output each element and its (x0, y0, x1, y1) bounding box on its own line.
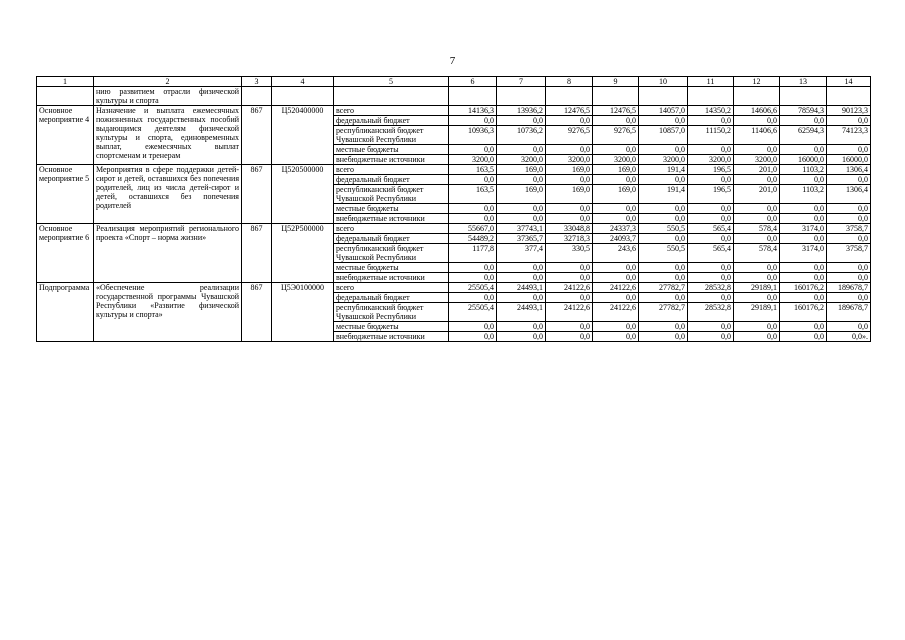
funding-source: всего (334, 165, 449, 175)
value-cell: 0,0 (497, 273, 546, 283)
value-cell: 0,0 (827, 263, 871, 273)
value-cell: 0,0 (827, 234, 871, 244)
funding-source: местные бюджеты (334, 322, 449, 332)
value-cell: 28532,8 (688, 283, 734, 293)
value-cell: 0,0 (734, 145, 780, 155)
funding-source: внебюджетные источники (334, 214, 449, 224)
value-cell: 10857,0 (639, 126, 688, 145)
header-col-3: 3 (242, 77, 272, 87)
value-cell: 0,0 (639, 204, 688, 214)
value-cell: 550,5 (639, 224, 688, 234)
value-cell: 1177,8 (449, 244, 497, 263)
header-col-14: 14 (827, 77, 871, 87)
value-cell: 169,0 (546, 165, 593, 175)
value-cell: 0,0 (546, 263, 593, 273)
value-cell: 0,0 (593, 116, 639, 126)
value-cell: 3200,0 (449, 155, 497, 165)
value-cell: 0,0 (497, 145, 546, 155)
value-cell: 0,0 (449, 322, 497, 332)
funding-source: местные бюджеты (334, 204, 449, 214)
value-cell: 32718,3 (546, 234, 593, 244)
value-cell: 14136,3 (449, 106, 497, 116)
funding-row (37, 224, 871, 234)
continuation-row (37, 87, 871, 106)
value-cell: 0,0 (639, 273, 688, 283)
value-cell: 0,0 (546, 332, 593, 342)
value-cell: 3200,0 (639, 155, 688, 165)
value-cell: 0,0 (688, 234, 734, 244)
funding-source: федеральный бюджет (334, 116, 449, 126)
value-cell: 24337,3 (593, 224, 639, 234)
value-cell: 163,5 (449, 185, 497, 204)
value-cell: 0,0 (827, 293, 871, 303)
value-cell: 243,6 (593, 244, 639, 263)
value-cell: 37743,1 (497, 224, 546, 234)
value-cell: 0,0 (497, 293, 546, 303)
header-col-6: 6 (449, 77, 497, 87)
funding-row (37, 106, 871, 116)
value-cell: 9276,5 (546, 126, 593, 145)
value-cell: 0,0 (639, 175, 688, 185)
value-cell: 16000,0 (780, 155, 827, 165)
value-cell: 0,0 (827, 204, 871, 214)
value-cell: 0,0 (780, 263, 827, 273)
value-cell: 0,0 (497, 332, 546, 342)
value-cell: 25505,4 (449, 283, 497, 293)
value-cell: 0,0». (827, 332, 871, 342)
value-cell: 13936,2 (497, 106, 546, 116)
value-cell: 0,0 (780, 214, 827, 224)
header-col-2: 2 (94, 77, 242, 87)
value-cell: 0,0 (639, 234, 688, 244)
block-type: Основное мероприятие 4 (37, 106, 94, 165)
value-cell: 1306,4 (827, 185, 871, 204)
block-code: Ц520400000 (272, 106, 334, 165)
value-cell: 11406,6 (734, 126, 780, 145)
value-cell: 330,5 (546, 244, 593, 263)
value-cell: 0,0 (780, 175, 827, 185)
value-cell: 3174,0 (780, 224, 827, 234)
value-cell: 29189,1 (734, 303, 780, 322)
value-cell: 0,0 (593, 332, 639, 342)
value-cell: 160176,2 (780, 303, 827, 322)
value-cell: 0,0 (639, 322, 688, 332)
value-cell: 12476,5 (546, 106, 593, 116)
value-cell: 565,4 (688, 244, 734, 263)
value-cell: 0,0 (593, 322, 639, 332)
value-cell: 0,0 (780, 145, 827, 155)
value-cell: 201,0 (734, 165, 780, 175)
value-cell: 27782,7 (639, 283, 688, 293)
value-cell: 0,0 (593, 214, 639, 224)
value-cell: 0,0 (688, 332, 734, 342)
value-cell: 0,0 (639, 145, 688, 155)
value-cell: 90123,3 (827, 106, 871, 116)
value-cell: 578,4 (734, 224, 780, 234)
value-cell: 1306,4 (827, 165, 871, 175)
value-cell: 0,0 (449, 263, 497, 273)
block-name: Мероприятия в сфере поддержки детей-сирот и детей, оставшихся без попечения родителей, лиц из числа детей-сирот и детей, оставшихся без попечения родителей (94, 165, 242, 224)
funding-source: внебюджетные источники (334, 273, 449, 283)
value-cell: 9276,5 (593, 126, 639, 145)
value-cell: 0,0 (734, 322, 780, 332)
value-cell: 160176,2 (780, 283, 827, 293)
value-cell: 27782,7 (639, 303, 688, 322)
value-cell: 0,0 (593, 145, 639, 155)
header-col-13: 13 (780, 77, 827, 87)
value-cell: 0,0 (497, 214, 546, 224)
value-cell: 0,0 (449, 273, 497, 283)
value-cell: 0,0 (593, 273, 639, 283)
block-type: Основное мероприятие 6 (37, 224, 94, 283)
header-col-7: 7 (497, 77, 546, 87)
value-cell: 0,0 (688, 175, 734, 185)
value-cell: 0,0 (497, 175, 546, 185)
value-cell: 0,0 (780, 204, 827, 214)
funding-source: федеральный бюджет (334, 234, 449, 244)
value-cell: 0,0 (639, 214, 688, 224)
value-cell: 189678,7 (827, 283, 871, 293)
value-cell: 377,4 (497, 244, 546, 263)
value-cell: 37365,7 (497, 234, 546, 244)
value-cell: 0,0 (734, 175, 780, 185)
value-cell: 0,0 (734, 214, 780, 224)
value-cell: 0,0 (780, 322, 827, 332)
value-cell: 33048,8 (546, 224, 593, 234)
value-cell: 25505,4 (449, 303, 497, 322)
funding-source: всего (334, 283, 449, 293)
value-cell: 24122,6 (546, 283, 593, 293)
block-grbs: 867 (242, 224, 272, 283)
block-name: Реализация мероприятий регионального проекта «Спорт – норма жизни» (94, 224, 242, 283)
value-cell: 0,0 (546, 214, 593, 224)
value-cell: 10936,3 (449, 126, 497, 145)
value-cell: 201,0 (734, 185, 780, 204)
value-cell: 0,0 (497, 263, 546, 273)
funding-source: республиканский бюджет Чувашской Республики (334, 244, 449, 263)
value-cell: 28532,8 (688, 303, 734, 322)
value-cell: 191,4 (639, 165, 688, 175)
value-cell: 0,0 (497, 204, 546, 214)
value-cell: 11150,2 (688, 126, 734, 145)
value-cell: 74123,3 (827, 126, 871, 145)
value-cell: 0,0 (593, 293, 639, 303)
cont-col1 (37, 87, 94, 106)
value-cell: 54489,2 (449, 234, 497, 244)
value-cell: 62594,3 (780, 126, 827, 145)
value-cell: 196,5 (688, 185, 734, 204)
value-cell: 3200,0 (497, 155, 546, 165)
value-cell: 0,0 (688, 204, 734, 214)
funding-source: всего (334, 106, 449, 116)
value-cell: 0,0 (546, 293, 593, 303)
value-cell: 0,0 (546, 175, 593, 185)
value-cell: 14606,6 (734, 106, 780, 116)
block-type: Подпрограмма (37, 283, 94, 342)
funding-source: республиканский бюджет Чувашской Республики (334, 303, 449, 322)
value-cell: 29189,1 (734, 283, 780, 293)
value-cell: 0,0 (734, 263, 780, 273)
value-cell: 0,0 (780, 273, 827, 283)
block-name: Назначение и выплата ежемесячных пожизненных государственных пособий выдающимся деятелям физической культуры и спорта, единовременных выплат, ежемесячных выплат спортсменам и тренерам (94, 106, 242, 165)
value-cell: 0,0 (639, 116, 688, 126)
header-col-4: 4 (272, 77, 334, 87)
funding-row (37, 283, 871, 293)
value-cell: 0,0 (593, 263, 639, 273)
value-cell: 0,0 (593, 175, 639, 185)
value-cell: 24093,7 (593, 234, 639, 244)
value-cell: 16000,0 (827, 155, 871, 165)
value-cell: 0,0 (639, 332, 688, 342)
value-cell: 3758,7 (827, 224, 871, 234)
value-cell: 0,0 (449, 293, 497, 303)
header-row (37, 77, 871, 87)
value-cell: 0,0 (449, 145, 497, 155)
value-cell: 14057,0 (639, 106, 688, 116)
value-cell: 565,4 (688, 224, 734, 234)
funding-source: республиканский бюджет Чувашской Республики (334, 126, 449, 145)
value-cell: 0,0 (688, 263, 734, 273)
value-cell: 191,4 (639, 185, 688, 204)
value-cell: 0,0 (780, 332, 827, 342)
header-col-12: 12 (734, 77, 780, 87)
header-col-11: 11 (688, 77, 734, 87)
value-cell: 189678,7 (827, 303, 871, 322)
value-cell: 169,0 (593, 185, 639, 204)
block-code: Ц52P500000 (272, 224, 334, 283)
funding-source: федеральный бюджет (334, 293, 449, 303)
funding-source: местные бюджеты (334, 145, 449, 155)
value-cell: 0,0 (546, 145, 593, 155)
block-name: «Обеспечение реализации государственной программы Чувашской Республики «Развитие физической культуры и спорта» (94, 283, 242, 342)
value-cell: 0,0 (827, 273, 871, 283)
funding-source: местные бюджеты (334, 263, 449, 273)
value-cell: 0,0 (497, 116, 546, 126)
value-cell: 163,5 (449, 165, 497, 175)
value-cell: 3174,0 (780, 244, 827, 263)
value-cell: 550,5 (639, 244, 688, 263)
header-col-8: 8 (546, 77, 593, 87)
value-cell: 169,0 (497, 165, 546, 175)
value-cell: 0,0 (546, 204, 593, 214)
funding-row (37, 165, 871, 175)
value-cell: 578,4 (734, 244, 780, 263)
funding-source: внебюджетные источники (334, 332, 449, 342)
value-cell: 196,5 (688, 165, 734, 175)
block-grbs: 867 (242, 165, 272, 224)
value-cell: 24122,6 (593, 283, 639, 293)
page-number: 7 (449, 55, 456, 67)
value-cell: 3200,0 (734, 155, 780, 165)
block-code: Ц520500000 (272, 165, 334, 224)
value-cell: 3200,0 (593, 155, 639, 165)
value-cell: 24493,1 (497, 283, 546, 293)
value-cell: 3200,0 (546, 155, 593, 165)
value-cell: 0,0 (639, 293, 688, 303)
value-cell: 0,0 (780, 234, 827, 244)
value-cell: 0,0 (780, 116, 827, 126)
funding-source: всего (334, 224, 449, 234)
value-cell: 0,0 (734, 332, 780, 342)
funding-source: республиканский бюджет Чувашской Республики (334, 185, 449, 204)
block-type: Основное мероприятие 5 (37, 165, 94, 224)
header-col-5: 5 (334, 77, 449, 87)
value-cell: 3200,0 (688, 155, 734, 165)
continuation-text: нию развитием отрасли физической культуры и спорта (94, 87, 242, 106)
header-col-1: 1 (37, 77, 94, 87)
value-cell: 24122,6 (546, 303, 593, 322)
value-cell: 0,0 (734, 293, 780, 303)
value-cell: 0,0 (688, 116, 734, 126)
value-cell: 0,0 (546, 273, 593, 283)
budget-table (36, 76, 871, 342)
value-cell: 0,0 (449, 116, 497, 126)
value-cell: 169,0 (546, 185, 593, 204)
value-cell: 0,0 (780, 293, 827, 303)
value-cell: 0,0 (497, 322, 546, 332)
block-grbs: 867 (242, 106, 272, 165)
value-cell: 0,0 (734, 273, 780, 283)
value-cell: 0,0 (827, 322, 871, 332)
value-cell: 0,0 (688, 273, 734, 283)
value-cell: 0,0 (734, 234, 780, 244)
value-cell: 55667,0 (449, 224, 497, 234)
value-cell: 0,0 (734, 116, 780, 126)
value-cell: 24493,1 (497, 303, 546, 322)
block-code: Ц5Э0100000 (272, 283, 334, 342)
value-cell: 0,0 (734, 204, 780, 214)
value-cell: 0,0 (546, 322, 593, 332)
value-cell: 3758,7 (827, 244, 871, 263)
value-cell: 0,0 (827, 145, 871, 155)
value-cell: 12476,5 (593, 106, 639, 116)
value-cell: 0,0 (827, 214, 871, 224)
value-cell: 24122,6 (593, 303, 639, 322)
value-cell: 0,0 (449, 204, 497, 214)
value-cell: 169,0 (497, 185, 546, 204)
value-cell: 0,0 (639, 263, 688, 273)
value-cell: 0,0 (449, 332, 497, 342)
value-cell: 0,0 (449, 214, 497, 224)
value-cell: 1103,2 (780, 165, 827, 175)
value-cell: 0,0 (688, 145, 734, 155)
funding-source: федеральный бюджет (334, 175, 449, 185)
header-col-9: 9 (593, 77, 639, 87)
value-cell: 0,0 (688, 293, 734, 303)
value-cell: 0,0 (593, 204, 639, 214)
value-cell: 10736,2 (497, 126, 546, 145)
value-cell: 1103,2 (780, 185, 827, 204)
value-cell: 14350,2 (688, 106, 734, 116)
value-cell: 78594,3 (780, 106, 827, 116)
header-col-10: 10 (639, 77, 688, 87)
value-cell: 0,0 (688, 322, 734, 332)
funding-source: внебюджетные источники (334, 155, 449, 165)
block-grbs: 867 (242, 283, 272, 342)
value-cell: 0,0 (827, 175, 871, 185)
value-cell: 169,0 (593, 165, 639, 175)
value-cell: 0,0 (827, 116, 871, 126)
value-cell: 0,0 (688, 214, 734, 224)
value-cell: 0,0 (449, 175, 497, 185)
value-cell: 0,0 (546, 116, 593, 126)
